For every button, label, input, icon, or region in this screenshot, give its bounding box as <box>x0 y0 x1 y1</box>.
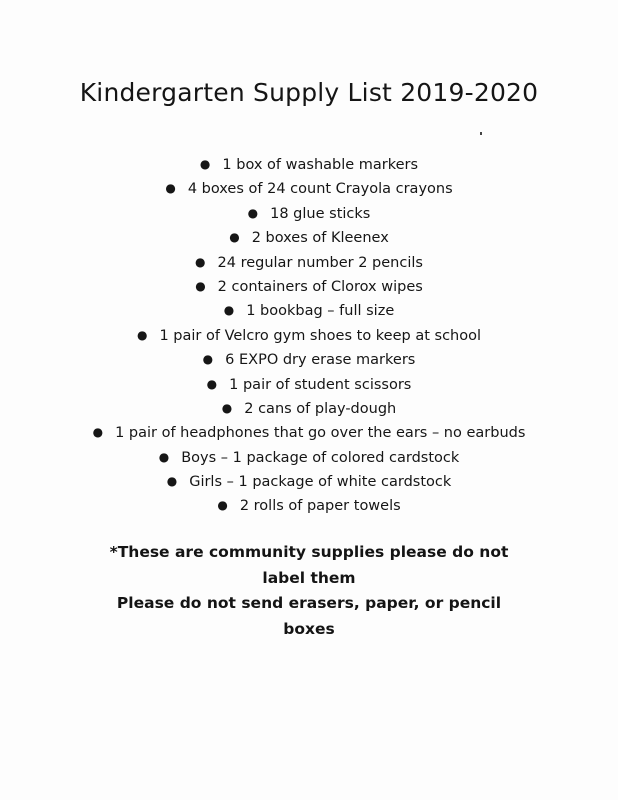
list-item-text: 2 rolls of paper towels <box>239 498 401 515</box>
bullet-icon: ● <box>195 254 206 269</box>
do-not-send-note-line1: Please do not send erasers, paper, or pencil <box>116 594 502 612</box>
bullet-icon: ● <box>217 498 228 513</box>
bullet-icon: ● <box>206 376 218 391</box>
list-item <box>0 396 618 420</box>
list-item-text: 2 cans of play-dough <box>244 400 397 417</box>
list-item <box>0 250 618 274</box>
list-item <box>0 298 618 322</box>
list-item <box>0 152 618 176</box>
list-item-text: 1 pair of student scissors <box>229 376 412 393</box>
list-item <box>0 469 618 493</box>
list-item-text: 4 boxes of 24 count Crayola crayons <box>187 181 453 198</box>
bullet-icon: ● <box>166 474 178 489</box>
notes-block <box>0 540 618 642</box>
list-item <box>0 274 618 298</box>
bullet-icon: ● <box>229 230 240 245</box>
bullet-icon: ● <box>92 425 104 440</box>
list-item-text: 1 box of washable markers <box>222 157 419 173</box>
list-item-text: 24 regular number 2 pencils <box>217 254 423 271</box>
list-item <box>0 372 618 396</box>
list-item <box>0 176 618 200</box>
list-item-text: 1 bookbag – full size <box>246 303 395 320</box>
bullet-icon: ● <box>158 449 170 464</box>
list-item-text: 2 boxes of Kleenex <box>251 230 389 247</box>
list-item-text: 6 EXPO dry erase markers <box>225 352 416 369</box>
scan-speck <box>480 132 482 135</box>
bullet-icon: ● <box>221 400 233 415</box>
list-item-text: 1 pair of headphones that go over the ears – no earbuds <box>115 425 526 442</box>
bullet-icon: ● <box>202 352 214 367</box>
bullet-icon: ● <box>136 327 148 342</box>
bullet-icon: ● <box>223 303 235 318</box>
list-item-text: 18 glue sticks <box>270 205 371 222</box>
community-note-line1: *These are community supplies please do not <box>109 543 509 561</box>
supply-list <box>0 152 618 518</box>
do-not-send-note-line2: boxes <box>283 619 335 638</box>
list-item-text: 1 pair of Velcro gym shoes to keep at school <box>159 327 482 344</box>
list-item <box>0 201 618 225</box>
list-item-text: Boys – 1 package of colored cardstock <box>181 449 460 466</box>
list-item <box>0 347 618 371</box>
page-title: Kindergarten Supply List 2019-2020 <box>79 78 539 107</box>
list-item-text: Girls – 1 package of white cardstock <box>189 474 452 491</box>
community-note-line2: label them <box>262 568 356 587</box>
bullet-icon: ● <box>199 157 211 171</box>
bullet-icon: ● <box>195 278 206 293</box>
list-item <box>0 420 618 444</box>
bullet-icon: ● <box>165 181 176 196</box>
bullet-icon: ● <box>247 205 259 220</box>
list-item <box>0 225 618 249</box>
list-item <box>0 493 618 517</box>
list-item <box>0 445 618 469</box>
list-item-text: 2 containers of Clorox wipes <box>217 278 423 295</box>
list-item <box>0 323 618 347</box>
